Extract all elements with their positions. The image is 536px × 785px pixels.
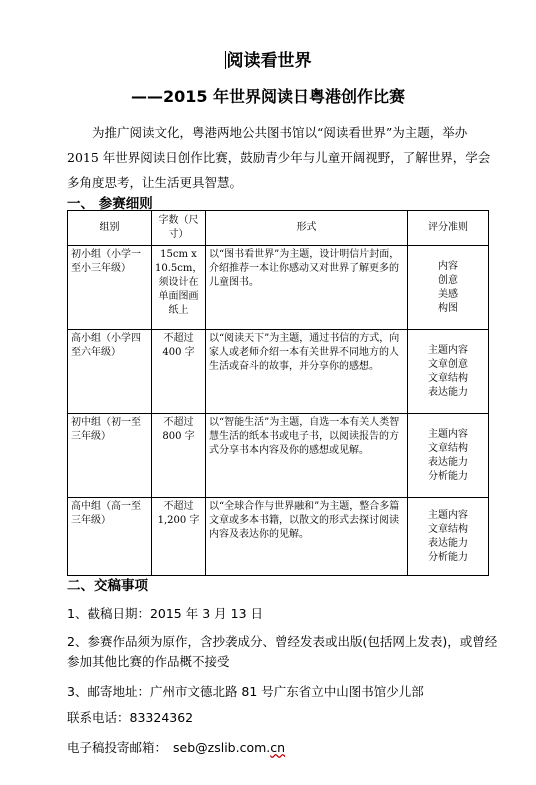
form-cell: 以“图书看世界”为主题，设计明信片封面，介绍推荐一本让你感动又对世界了解更多的儿童图书。 [206, 246, 408, 330]
originality-rules: 2、参赛作品须为原作，含抄袭成分、曾经发表或出版(包括网上发表)，或曾经参加其他比赛的作品概不接受 [67, 634, 498, 669]
group-cell: 高小组（小学四至六年级） [68, 330, 152, 414]
criteria-item: 创意 [438, 274, 458, 286]
deadline-line: 1、截稿日期：2015 年 3 月 13 日 [67, 606, 263, 621]
criteria-cell [408, 330, 489, 414]
table-header: 组别 [68, 211, 152, 246]
criteria-cell [408, 414, 489, 498]
length-cell: 不超过 1,200 字 [152, 498, 206, 576]
criteria-item: 文章结构 [428, 372, 468, 384]
criteria-item: 文章结构 [428, 523, 468, 535]
form-cell: 以“全球合作与世界融和”为主题，整合多篇文章或多本书籍，以散文的形式去探讨阅读内容及表达你的见解。 [206, 498, 408, 576]
section-heading-submission: 二、交稿事项 [67, 578, 148, 594]
criteria-cell [408, 246, 489, 330]
email-line [67, 738, 507, 758]
length-cell: 15cm x 10.5cm，须设计在单面图画纸上 [152, 246, 206, 330]
email-address: seb@zslib.com.cn [173, 740, 286, 755]
criteria-item: 内容 [438, 260, 458, 272]
rules-table [67, 210, 489, 576]
criteria-item: 主题内容 [428, 509, 468, 521]
section-heading-rules: 一、 参赛细则 [67, 196, 153, 212]
criteria-item: 主题内容 [428, 428, 468, 440]
intro-paragraph: 为推广阅读文化，粤港两地公共图书馆以“阅读看世界”为主题，举办 2015 年世界阅读日创作比赛，鼓励青少年与儿童开阔视野，了解世界，学会多角度思考，让生活更具智慧。 [67, 125, 491, 190]
phone-number: 83324362 [129, 710, 194, 725]
text-cursor [225, 51, 226, 69]
table-row [68, 414, 489, 498]
phone-label: 联系电话： [67, 710, 130, 725]
criteria-item: 文章创意 [428, 358, 468, 370]
form-cell: 以“阅读天下”为主题，通过书信的方式，向家人或老师介绍一本有关世界不同地方的人生活或奋斗的故事，并分享你的感想。 [206, 330, 408, 414]
criteria-item: 表达能力 [428, 386, 468, 398]
table-header: 字数（尺寸） [152, 211, 206, 246]
criteria-item: 分析能力 [428, 551, 468, 563]
criteria-item: 表达能力 [428, 456, 468, 468]
table-header-row [68, 211, 489, 246]
criteria-item: 主题内容 [428, 344, 468, 356]
table-row [68, 246, 489, 330]
length-cell: 不超过 800 字 [152, 414, 206, 498]
phone-line [67, 708, 507, 728]
document-title: 阅读看世界 [226, 51, 312, 71]
group-cell: 高中组（高一至三年级） [68, 498, 152, 576]
table-header: 评分准则 [408, 211, 489, 246]
form-cell: 以“智能生活”为主题，自选一本有关人类智慧生活的纸本书或电子书，以阅读报告的方式分享书本内容及你的感想或见解。 [206, 414, 408, 498]
criteria-item: 美感 [438, 288, 458, 300]
criteria-item: 构图 [438, 302, 458, 314]
spellcheck-underline: cn [270, 740, 286, 755]
criteria-item: 表达能力 [428, 537, 468, 549]
table-header: 形式 [206, 211, 408, 246]
document-subtitle: ——2015 年世界阅读日粤港创作比赛 [130, 87, 406, 106]
criteria-cell [408, 498, 489, 576]
criteria-item: 文章结构 [428, 442, 468, 454]
email-label: 电子稿投寄邮箱： [67, 740, 168, 755]
group-cell: 初中组（初一至三年级） [68, 414, 152, 498]
mailing-address: 3、邮寄地址：广州市文德北路 81 号广东省立中山图书馆少儿部 [67, 684, 424, 699]
length-cell: 不超过 400 字 [152, 330, 206, 414]
table-row [68, 498, 489, 576]
criteria-item: 分析能力 [428, 470, 468, 482]
table-row [68, 330, 489, 414]
group-cell: 初小组（小学一至小三年级） [68, 246, 152, 330]
